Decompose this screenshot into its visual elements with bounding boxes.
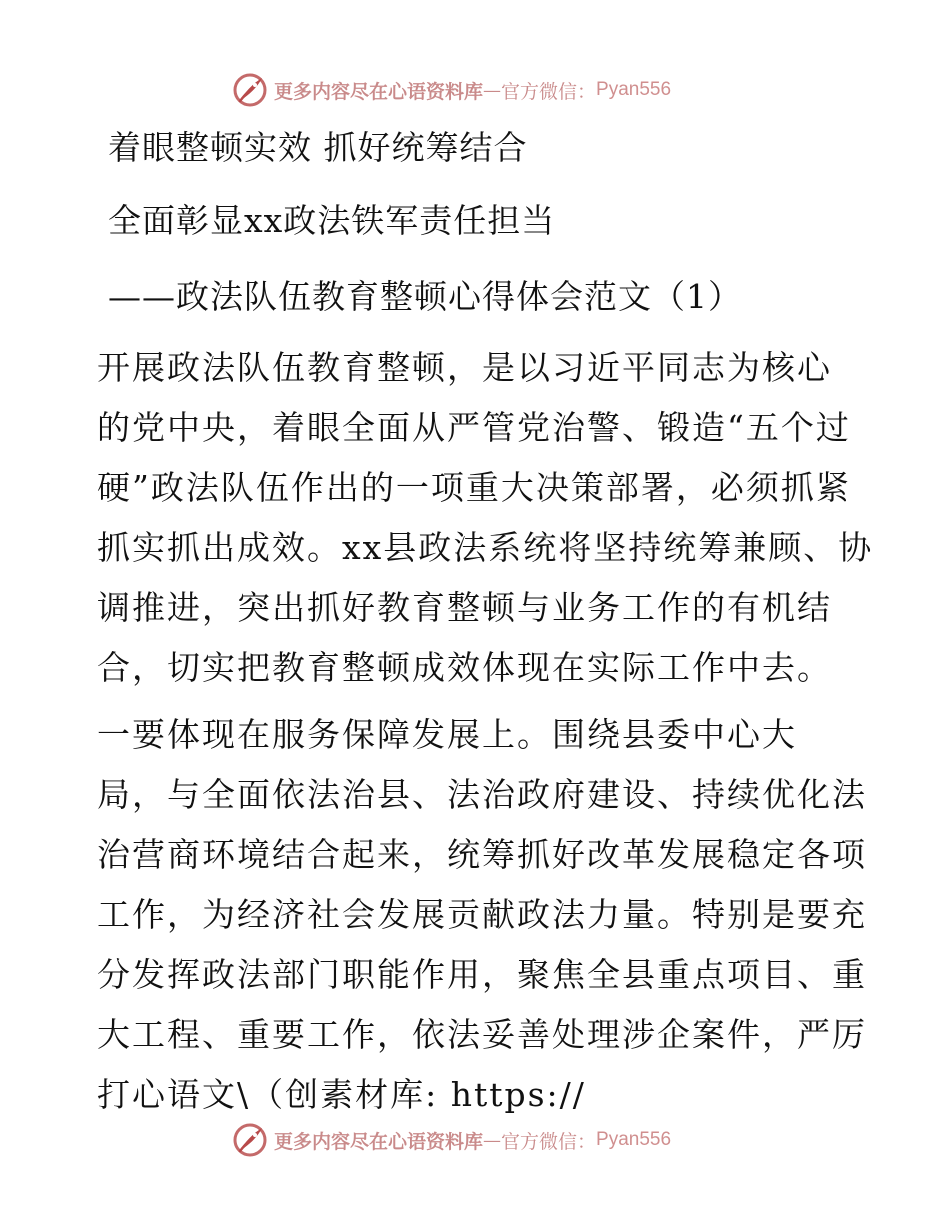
paragraph-line: 打心语文\（创素材库: https:// xyxy=(97,1075,586,1114)
watermark-separator: — xyxy=(483,79,502,101)
watermark-site-name: 更多内容尽在心语资料库 xyxy=(274,1130,484,1153)
document-subtitle: ——政法队伍教育整顿心得体会范文（1） xyxy=(108,277,742,316)
paragraph-line: 局，与全面依法治县、法治政府建设、持续优化法 xyxy=(97,775,867,814)
watermark-official-label: 官方微信： xyxy=(501,1130,597,1153)
paragraph-line: 的党中央，着眼全面从严管党治警、锻造“五个过 xyxy=(97,408,851,447)
watermark-separator: — xyxy=(483,1129,502,1151)
paragraph-line: 开展政法队伍教育整顿，是以习近平同志为核心 xyxy=(97,348,832,387)
paragraph-line: 分发挥政法部门职能作用，聚焦全县重点项目、重 xyxy=(97,955,867,994)
document-title-line-1: 着眼整顿实效 抓好统筹结合 xyxy=(108,128,528,167)
quill-logo-icon xyxy=(232,1122,268,1158)
paragraph-line: 治营商环境结合起来，统筹抓好改革发展稳定各项 xyxy=(97,835,867,874)
paragraph-line: 工作，为经济社会发展贡献政法力量。特别是要充 xyxy=(97,895,867,934)
paragraph-line: 调推进，突出抓好教育整顿与业务工作的有机结 xyxy=(97,588,832,627)
footer-watermark xyxy=(232,1122,671,1158)
paragraph-line: 大工程、重要工作，依法妥善处理涉企案件，严厉 xyxy=(97,1015,867,1054)
quill-logo-icon xyxy=(232,72,268,108)
document-paragraph-2 xyxy=(97,705,867,1125)
paragraph-line: 硬”政法队伍作出的一项重大决策部署，必须抓紧 xyxy=(97,468,851,507)
document-title-line-2: 全面彰显xx政法铁军责任担当 xyxy=(108,201,556,240)
paragraph-line: 抓实抓出成效。xx县政法系统将坚持统筹兼顾、协 xyxy=(97,528,874,567)
watermark-site-name: 更多内容尽在心语资料库 xyxy=(274,80,484,103)
paragraph-line: 合，切实把教育整顿成效体现在实际工作中去。 xyxy=(97,648,832,687)
document-paragraph-1 xyxy=(97,338,874,698)
watermark-wechat-id: Pyan556 xyxy=(596,79,672,100)
paragraph-line: 一要体现在服务保障发展上。围绕县委中心大 xyxy=(97,715,797,754)
watermark-wechat-id: Pyan556 xyxy=(596,1129,672,1150)
header-watermark xyxy=(232,72,671,108)
watermark-official-label: 官方微信： xyxy=(501,80,597,103)
